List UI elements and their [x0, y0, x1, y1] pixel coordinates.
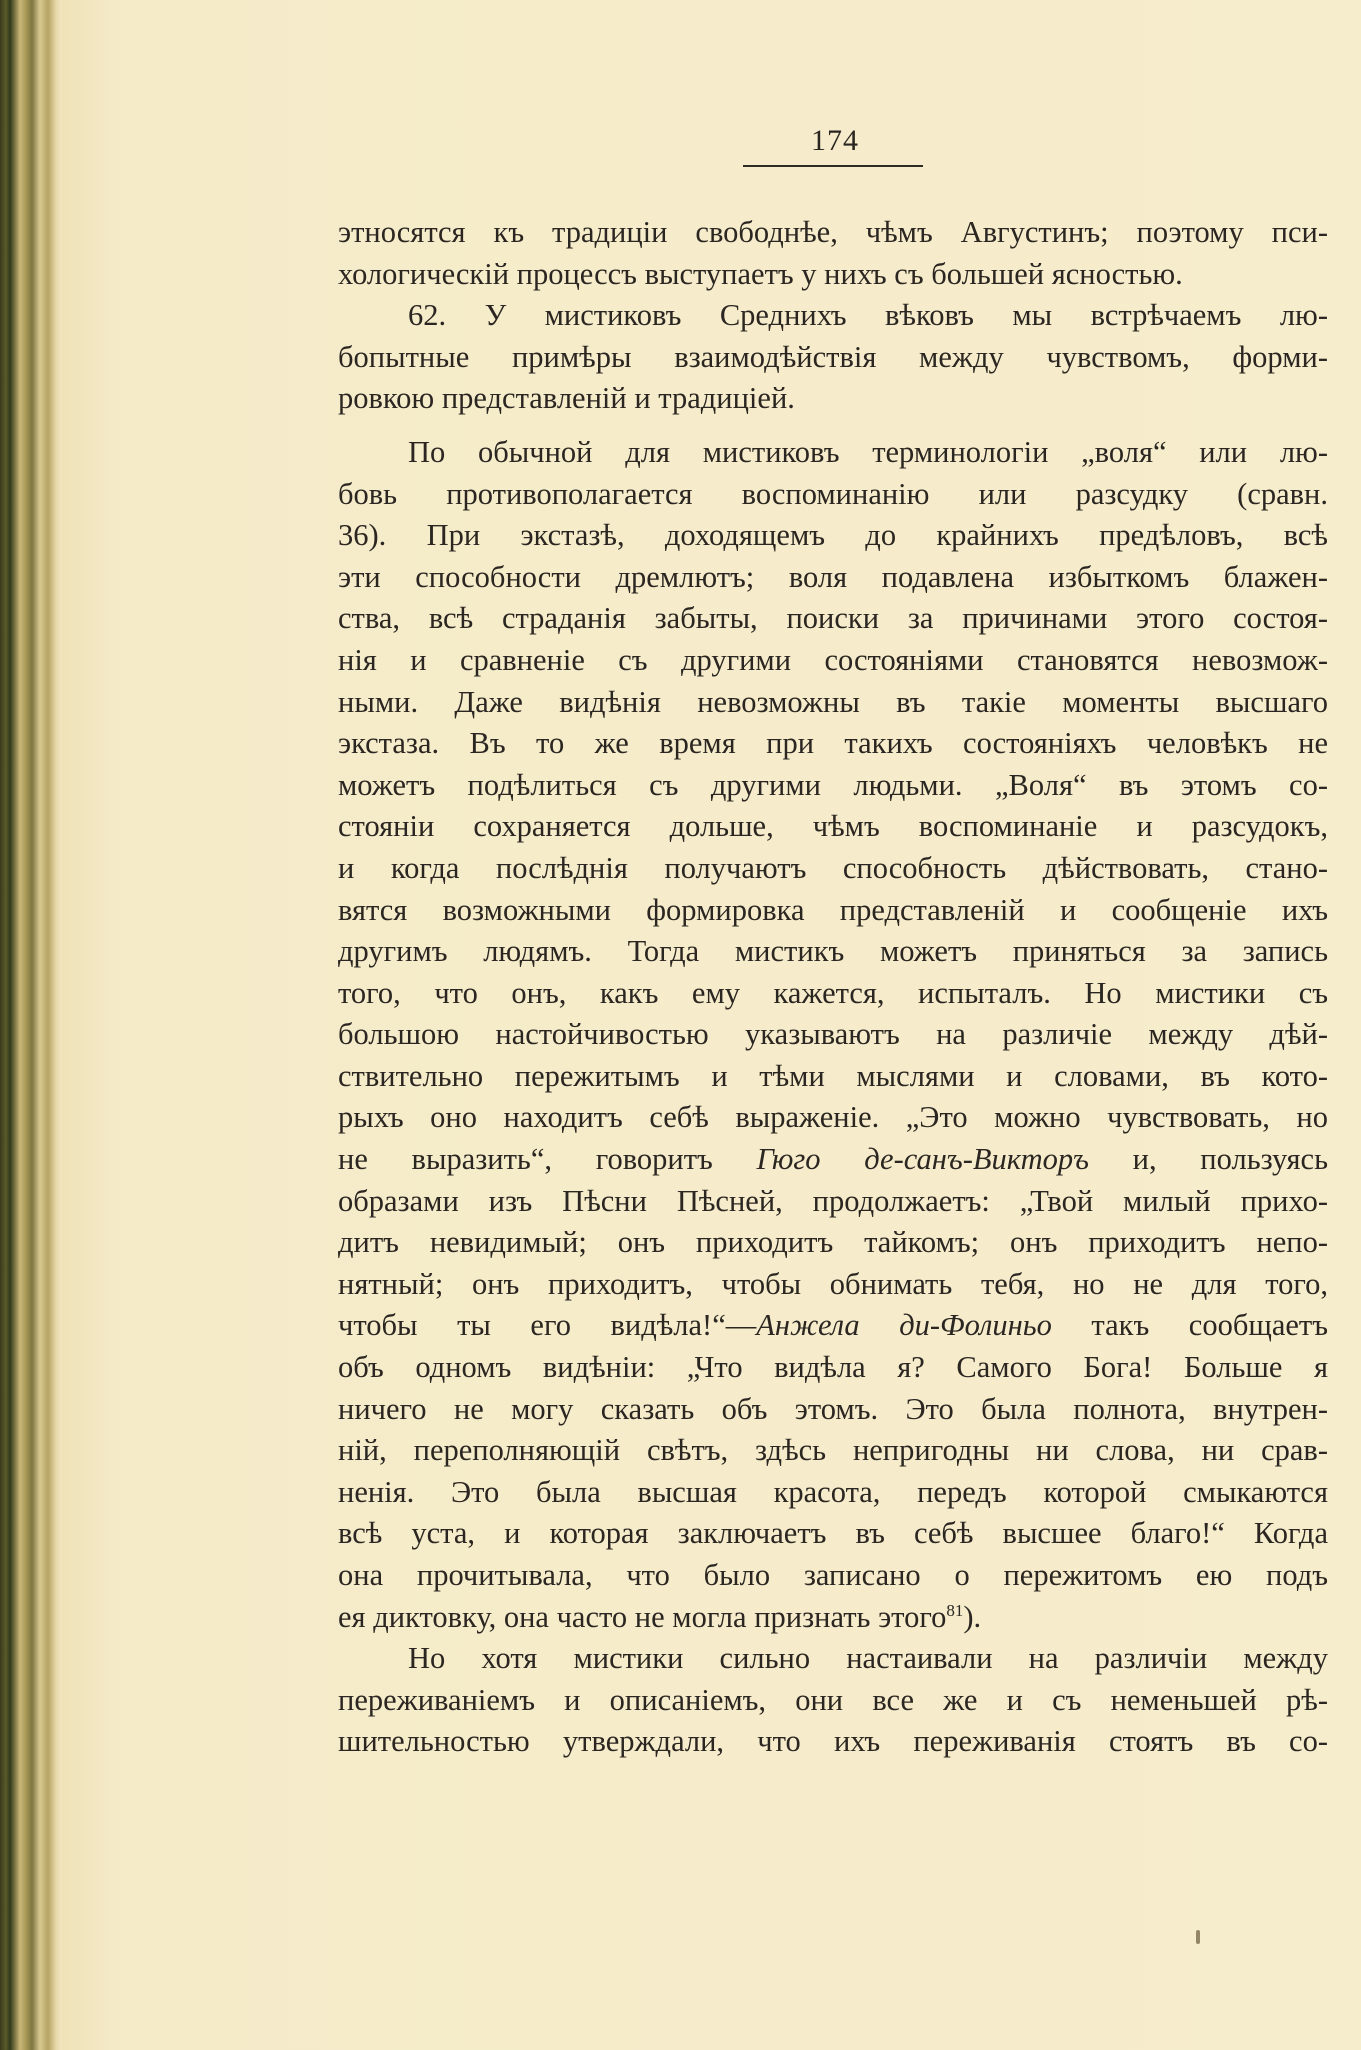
text-line: нія и сравненіе съ другими состояніями становятся невозмож- [338, 642, 1328, 677]
text-line: всѣ уста, и которая заключаетъ въ себѣ высшее благо!“ Когда [338, 1516, 1328, 1551]
text-line [338, 1139, 1328, 1181]
text-line: она прочитывала, что было записано о пережитомъ ею подъ [338, 1558, 1328, 1592]
text-line [338, 1597, 1328, 1639]
paper-speck [1196, 1930, 1200, 1944]
text-line: того, что онъ, какъ ему кажется, испыталъ. Но мистики съ [338, 975, 1328, 1010]
text-line: ровкою представленій и традиціей. [338, 381, 795, 416]
text-run: не выразить“, говоритъ [338, 1142, 757, 1177]
text-line: ства, всѣ страданія забыты, поиски за причинами этого состоя- [338, 601, 1328, 636]
book-spine [0, 0, 62, 2050]
footnote-marker: 81 [946, 1600, 964, 1620]
text-run: ея диктовку, она часто не могла признать этого [338, 1599, 947, 1634]
text-line: дитъ невидимый; онъ приходитъ тайкомъ; онъ приходитъ непо- [338, 1225, 1328, 1260]
text-line: ными. Даже видѣнія невозможны въ такіе моменты высшаго [338, 684, 1328, 719]
text-run: такъ сообщаетъ [1051, 1308, 1329, 1343]
text-line: ничего не могу сказать объ этомъ. Это была полнота, внутрен- [338, 1391, 1328, 1426]
text-run: чтобы ты его видѣла!“— [338, 1308, 757, 1343]
page-number-rule [743, 165, 923, 167]
text-line: рыхъ оно находитъ себѣ выраженіе. „Это можно чувствовать, но [338, 1100, 1328, 1135]
text-line: объ одномъ видѣніи: „Что видѣла я? Самого Бога! Больше я [338, 1350, 1328, 1385]
text-line: ствительно пережитымъ и тѣми мыслями и словами, въ кото- [338, 1058, 1328, 1093]
text-line: другимъ людямъ. Тогда мистикъ можетъ приняться за запись [338, 934, 1328, 969]
text-line: По обычной для мистиковъ терминологіи „воля“ или лю- [408, 434, 1328, 469]
text-line: большою настойчивостью указываютъ на различіе между дѣй- [338, 1017, 1328, 1052]
text-line: 62. У мистиковъ Среднихъ вѣковъ мы встрѣчаемъ лю- [408, 298, 1328, 333]
text-run: ). [963, 1599, 982, 1634]
text-line: Но хотя мистики сильно настаивали на различіи между [408, 1641, 1328, 1676]
author-name-hugo: Гюго де-санъ-Викторъ [756, 1142, 1089, 1177]
text-line: и когда послѣднія получаютъ способность дѣйствовать, стано- [338, 850, 1328, 885]
text-line: переживаніемъ и описаніемъ, они все же и съ неменьшей рѣ- [338, 1682, 1328, 1717]
text-line: бопытные примѣры взаимодѣйствія между чувствомъ, форми- [338, 339, 1328, 374]
page-number: 174 [811, 124, 859, 157]
text-line: ненія. Это была высшая красота, передъ которой смыкаются [338, 1474, 1328, 1509]
text-line: хологическій процессъ выступаетъ у нихъ съ большей ясностью. [338, 256, 1183, 291]
text-line: экстаза. Въ то же время при такихъ состояніяхъ человѣкъ не [338, 726, 1328, 761]
text-line: можетъ подѣлиться съ другими людьми. „Воля“ въ этомъ со- [338, 767, 1328, 802]
text-line: стояніи сохраняется дольше, чѣмъ воспоминаніе и разсудокъ, [338, 809, 1328, 844]
body-text [338, 212, 1328, 1763]
text-line: нятный; онъ приходитъ, чтобы обнимать тебя, но не для того, [338, 1266, 1328, 1301]
text-line: образами изъ Пѣсни Пѣсней, продолжаетъ: „Твой милый прихо- [338, 1183, 1328, 1218]
text-line [338, 1305, 1328, 1347]
text-run: и, пользуясь [1088, 1142, 1328, 1177]
text-line: этносятся къ традиціи свободнѣе, чѣмъ Августинъ; поэтому пси- [338, 215, 1328, 249]
text-line: шительностью утверждали, что ихъ переживанія стоятъ въ со- [338, 1724, 1328, 1759]
text-line: 36). При экстазѣ, доходящемъ до крайнихъ предѣловъ, всѣ [338, 518, 1328, 553]
author-name-angela: Анжела ди-Фолиньо [756, 1308, 1052, 1343]
text-line: ній, переполняющій свѣтъ, здѣсь непригодны ни слова, ни срав- [338, 1433, 1328, 1468]
text-line: эти способности дремлютъ; воля подавлена избыткомъ блажен- [338, 559, 1328, 594]
text-line: бовь противополагается воспоминанію или разсудку (сравн. [338, 476, 1328, 511]
text-line: вятся возможными формировка представленій и сообщеніе ихъ [338, 892, 1328, 927]
